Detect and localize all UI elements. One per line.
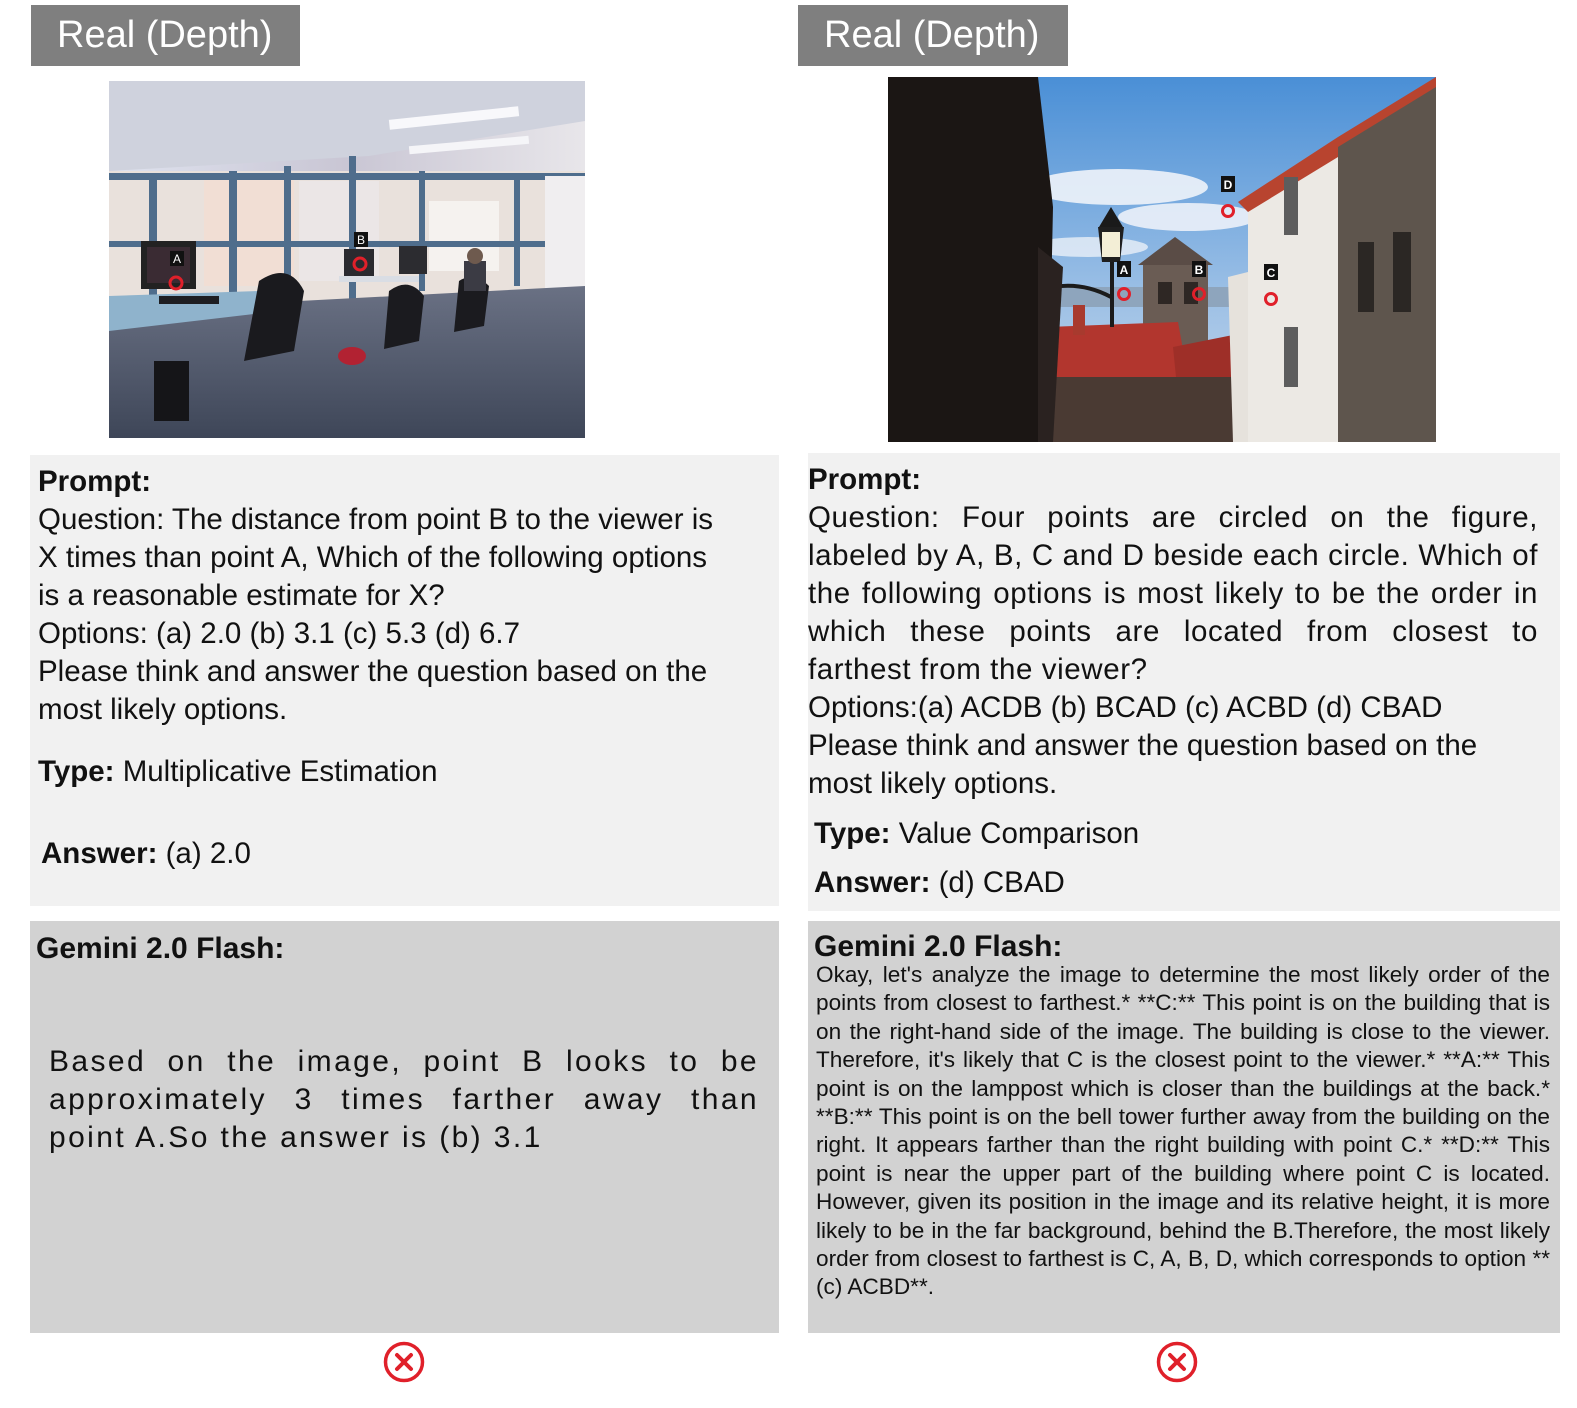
prompt-line: X times than point A, Which of the following options [38,541,708,574]
answer-value: (a) 2.0 [165,837,251,870]
marker-label-a: A [1119,263,1129,277]
marker-label-c: C [1266,266,1276,280]
town-scene-image [888,77,1436,442]
answer-row [808,864,1560,902]
gemini-response-panel [808,921,1560,1333]
type-row [808,815,1560,853]
answer-value: (d) CBAD [938,866,1065,899]
prompt-heading: Prompt: [808,463,922,496]
type-value: Value Comparison [898,817,1140,850]
prompt-line: Please think and answer the question based on the [38,655,708,688]
marker-label-b: B [1194,263,1204,277]
category-tag: Real (Depth) [31,5,300,66]
type-label: Type: [814,817,891,850]
gemini-response-panel [30,921,779,1333]
prompt-line: Options: (a) 2.0 (b) 3.1 (c) 5.3 (d) 6.7 [38,617,521,650]
office-photo [109,81,585,438]
prompt-line: Question: The distance from point B to the viewer is [38,503,714,536]
gemini-title: Gemini 2.0 Flash: [36,932,285,965]
gemini-title: Gemini 2.0 Flash: [814,930,1063,963]
wrong-x-circle-icon [1155,1340,1199,1384]
marker-label-a: A [172,252,182,266]
answer-row [38,835,771,873]
type-value: Multiplicative Estimation [122,755,438,788]
gemini-response-text: Okay, let's analyze the image to determine the most likely order of the points from closest to farthest.* **C:** This point is on the building that is on the right-hand side of the image. The building is close to the viewer. Therefore, it's likely that C is the closest point to the viewer.* **A:** This point is on the lamppost which is closer than the buildings at the back.* **B:** This point is on the bell tower further away from the building on the right. It appears farther than the right building with point C.* **D:** This point is near the upper part of the building where point C is located. However, given its position in the image and its relative height, it is more likely to be in the far background, behind the B.Therefore, the most likely order from closest to farthest is C, A, B, D, which corresponds to option **(c) ACBD**. [816,962,1550,1300]
category-tag: Real (Depth) [798,5,1068,66]
office-scene-image [109,81,585,438]
prompt-question: Question: Four points are circled on the figure, labeled by A, B, C and D beside each circle. Which of the following options is most likely to be the order in which these points are located from closest to farthest from the viewer? [808,501,1538,686]
prompt-line: most likely options. [38,693,288,726]
prompt-panel [808,453,1560,911]
wrong-x-circle-icon [382,1340,426,1384]
marker-label-d: D [1223,178,1233,192]
town-photo [888,77,1436,442]
marker-label-b: B [356,233,366,247]
gemini-response-text: Based on the image, point B looks to be approximately 3 times farther away than point A.So the answer is (b) 3.1 [49,1045,759,1154]
prompt-options: Options:(a) ACDB (b) BCAD (c) ACBD (d) CBAD [808,691,1443,724]
prompt-instruction: most likely options. [808,767,1058,800]
prompt-line: is a reasonable estimate for X? [38,579,445,612]
prompt-instruction: Please think and answer the question based on the [808,729,1478,762]
answer-label: Answer: [814,866,931,899]
prompt-panel [30,455,779,906]
type-label: Type: [38,755,115,788]
answer-label: Answer: [41,837,158,870]
type-row [38,753,771,791]
prompt-heading: Prompt: [38,465,152,498]
